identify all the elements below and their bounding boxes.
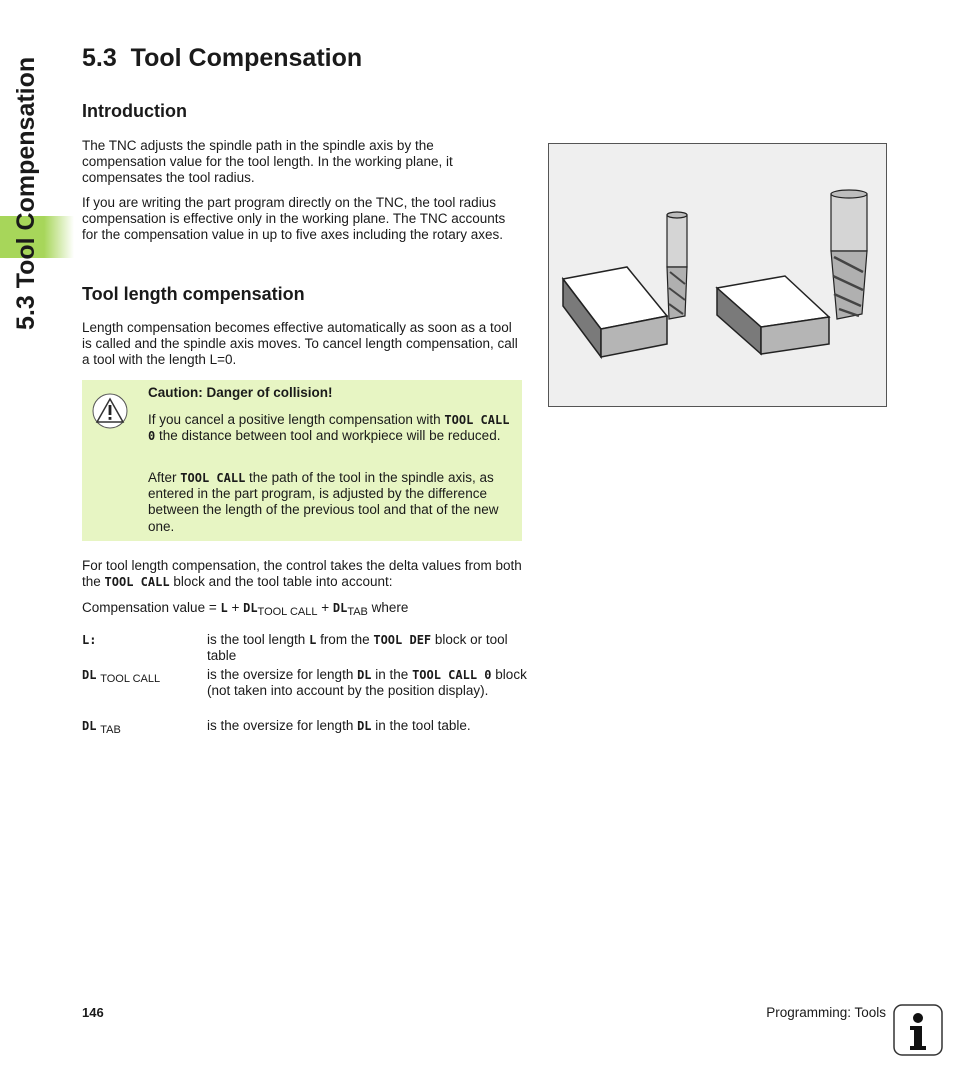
delta-paragraph: For tool length compensation, the control takes the delta values from both the TOOL CALL block and the tool table into account: xyxy=(82,558,522,590)
intro-paragraph-1: The TNC adjusts the spindle path in the spindle axis by the compensation value for the tool length. In the working plane, it compensates the tool radius. xyxy=(82,138,453,186)
definition-desc-l: is the tool length L from the TOOL DEF block or tool table xyxy=(207,632,508,664)
section-number: 5.3 xyxy=(82,44,117,72)
definition-desc-dl-tool-call: is the oversize for length DL in the TOOL CALL 0 block (not taken into account by the position display). xyxy=(207,667,527,699)
caution-paragraph-1: If you cancel a positive length compensation with TOOL CALL 0 the distance between tool and workpiece will be reduced. xyxy=(148,412,510,444)
page-number: 146 xyxy=(82,1005,104,1020)
definition-list xyxy=(82,632,532,752)
tool-workpiece-illustration xyxy=(549,144,886,406)
caution-box xyxy=(82,380,522,541)
tool-length-paragraph: Length compensation becomes effective automatically as soon as a tool is called and the spindle axis moves. To cancel length compensation, call a tool with the length L=0. xyxy=(82,320,518,368)
tool-short xyxy=(667,212,687,319)
intro-paragraph-2: If you are writing the part program directly on the TNC, the tool radius compensation is effective only in the working plane. The TNC accounts for the compensation value in up to five axes including the rotary axes. xyxy=(82,195,506,243)
workpiece-left xyxy=(563,267,667,357)
definition-desc-dl-tab: is the oversize for length DL in the tool table. xyxy=(207,718,471,733)
warning-icon xyxy=(92,393,128,429)
code-tool-call: TOOL CALL xyxy=(104,575,170,590)
tool-length-figure xyxy=(548,143,887,407)
code-tool-call: TOOL CALL xyxy=(180,471,246,485)
code-tool-call-0: TOOL CALL 0 xyxy=(148,413,510,444)
info-icon[interactable] xyxy=(893,1004,943,1056)
side-tab-label: 5.3 Tool Compensation xyxy=(12,56,40,330)
side-tab-fade xyxy=(44,216,74,258)
introduction-heading: Introduction xyxy=(82,101,187,121)
page-title xyxy=(82,44,362,73)
workpiece-right xyxy=(717,276,829,354)
caution-title: Caution: Danger of collision! xyxy=(148,385,333,400)
section-title: Tool Compensation xyxy=(130,44,363,72)
definition-term-dl-tab: DL $_{TAB}$ xyxy=(82,719,121,736)
definition-term-l: L: xyxy=(82,633,97,647)
tool-length-heading: Tool length compensation xyxy=(82,284,305,304)
definition-term-dl-tool-call: DL $_{TOOL CALL}$ xyxy=(82,668,161,685)
compensation-formula: Compensation value = $L + DL_{TOOL CALL} + DL_{TAB}$ where xyxy=(82,600,409,618)
caution-paragraph-2: After TOOL CALL the path of the tool in the spindle axis, as entered in the part program, is adjusted by the difference between the length of the previous tool and that of the new one. xyxy=(148,470,499,534)
chapter-title: Programming: Tools xyxy=(766,1005,886,1020)
tool-long xyxy=(831,190,867,319)
